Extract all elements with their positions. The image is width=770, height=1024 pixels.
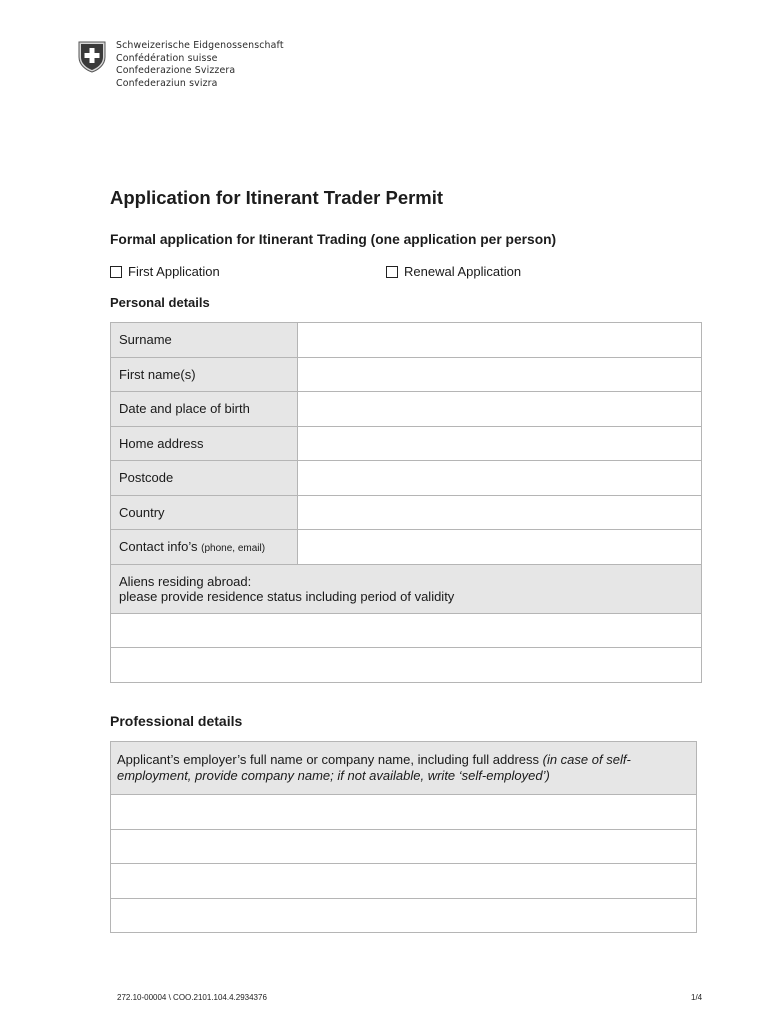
country-field[interactable]: [298, 495, 702, 530]
home-address-field[interactable]: [298, 426, 702, 461]
professional-details-table: [110, 741, 697, 933]
renewal-application-option[interactable]: [386, 264, 521, 279]
first-application-label: First Application: [128, 264, 220, 279]
federal-administration-name: [116, 40, 284, 92]
renewal-application-checkbox[interactable]: [386, 266, 398, 278]
employer-label: [111, 742, 697, 795]
postcode-label: Postcode: [111, 461, 298, 496]
aliens-residence-row: [111, 564, 702, 613]
employer-field-2[interactable]: [111, 829, 697, 864]
professional-details-heading: Professional details: [110, 713, 243, 729]
contact-field[interactable]: [298, 530, 702, 565]
surname-field[interactable]: [298, 323, 702, 358]
postcode-field[interactable]: [298, 461, 702, 496]
table-row: [111, 648, 702, 683]
employer-label-hint: (in case of self-employment, provide company name; if not available, write ‘self-employed’): [117, 752, 631, 783]
employer-label-text: Applicant’s employer’s full name or company name, including full address: [117, 752, 539, 767]
table-row: [111, 898, 697, 933]
home-address-label: Home address: [111, 426, 298, 461]
table-row: [111, 357, 702, 392]
aliens-line-1: Aliens residing abroad:: [119, 573, 252, 589]
first-application-option[interactable]: [110, 264, 220, 279]
contact-label: [111, 530, 298, 565]
table-row: [111, 864, 697, 899]
table-row: [111, 495, 702, 530]
first-application-checkbox[interactable]: [110, 266, 122, 278]
org-line-french: Confédération suisse: [116, 52, 218, 64]
table-row: [111, 829, 697, 864]
renewal-application-label: Renewal Application: [404, 264, 522, 279]
document-reference: 272.10-00004 \ COO.2101.104.4.2934376: [117, 993, 267, 1002]
table-row: [111, 426, 702, 461]
contact-label-hint: (phone, email): [201, 543, 266, 555]
table-row: [111, 323, 702, 358]
birth-field[interactable]: [298, 392, 702, 427]
birth-label: Date and place of birth: [111, 392, 298, 427]
contact-label-text: Contact info’s: [119, 539, 198, 555]
employer-field-3[interactable]: [111, 864, 697, 899]
personal-details-heading: Personal details: [110, 295, 210, 310]
personal-details-table: [110, 322, 702, 683]
first-names-label: First name(s): [111, 357, 298, 392]
surname-label: Surname: [111, 323, 298, 358]
country-label: Country: [111, 495, 298, 530]
letterhead: [78, 40, 284, 92]
table-row: [111, 613, 702, 648]
org-line-german: Schweizerische Eidgenossenschaft: [116, 40, 284, 51]
residence-status-field-1[interactable]: [111, 613, 702, 648]
employer-field-1[interactable]: [111, 795, 697, 830]
table-row: [111, 530, 702, 565]
org-line-romansh: Confederaziun svizra: [116, 77, 218, 89]
residence-status-field-2[interactable]: [111, 648, 702, 683]
table-row: [111, 795, 697, 830]
employer-header-row: [111, 742, 697, 795]
aliens-residence-label: [111, 564, 702, 613]
first-names-field[interactable]: [298, 357, 702, 392]
table-row: [111, 392, 702, 427]
org-line-italian: Confederazione Svizzera: [116, 65, 236, 77]
swiss-crest-icon: [78, 41, 106, 73]
page-number: 1/4: [691, 993, 703, 1002]
document-title: Application for Itinerant Trader Permit: [110, 187, 444, 208]
aliens-line-2: please provide residence status including period of validity: [119, 588, 455, 604]
employer-field-4[interactable]: [111, 898, 697, 933]
document-subtitle: Formal application for Itinerant Trading (one application per person): [110, 232, 557, 247]
table-row: [111, 461, 702, 496]
